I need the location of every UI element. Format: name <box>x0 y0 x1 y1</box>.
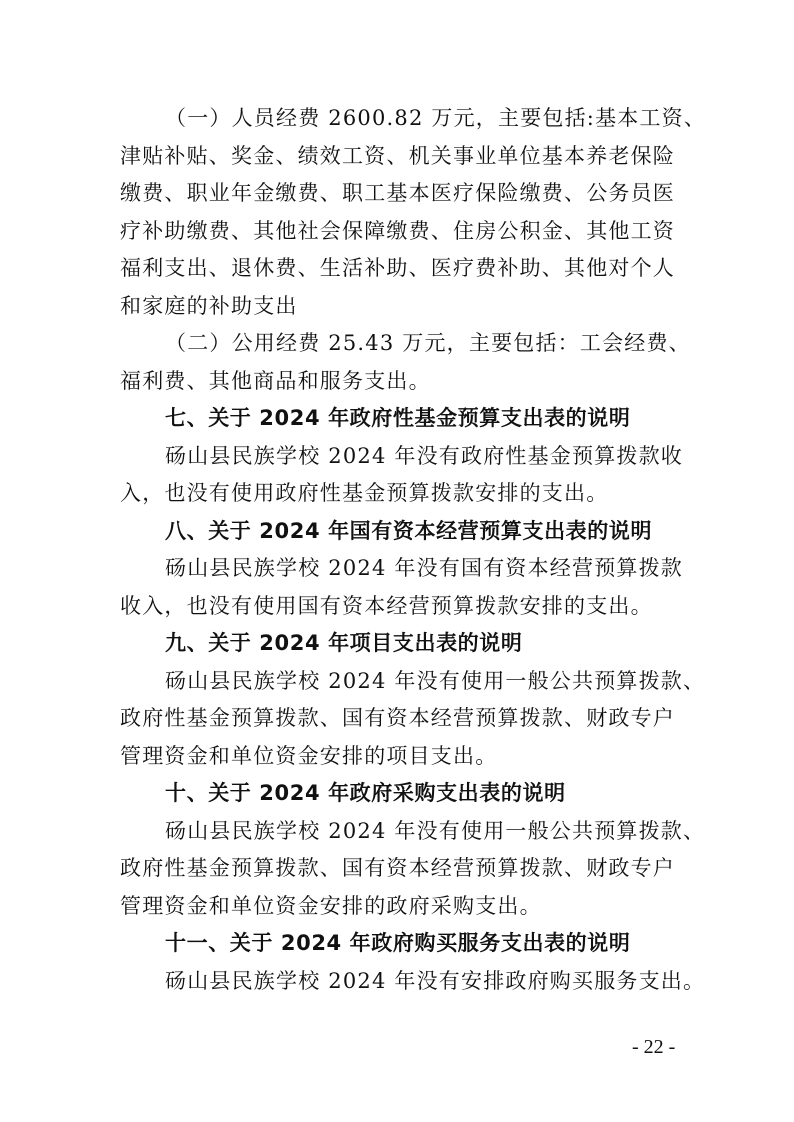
paragraph-public-line-2: 福利费、其他商品和服务支出。 <box>120 369 431 393</box>
paragraph-personnel-line-3: 缴费、职业年金缴费、职工基本医疗保险缴费、公务员医 <box>120 181 675 205</box>
section-9-line-2: 政府性基金预算拨款、国有资本经营预算拨款、财政专户 <box>120 706 675 730</box>
paragraph-personnel-line-5: 福利支出、退休费、生活补助、医疗费补助、其他对个人 <box>120 256 675 280</box>
section-10-line-3: 管理资金和单位资金安排的政府采购支出。 <box>120 894 542 918</box>
paragraph-personnel-line-2: 津贴补贴、奖金、绩效工资、机关事业单位基本养老保险 <box>120 144 675 168</box>
heading-section-11: 十一、关于 2024 年政府购买服务支出表的说明 <box>165 931 631 955</box>
section-10-line-1: 砀山县民族学校 2024 年没有使用一般公共预算拨款、 <box>165 819 706 843</box>
section-10-line-2: 政府性基金预算拨款、国有资本经营预算拨款、财政专户 <box>120 856 675 880</box>
heading-section-9: 九、关于 2024 年项目支出表的说明 <box>165 631 523 655</box>
section-7-line-1: 砀山县民族学校 2024 年没有政府性基金预算拨款收 <box>165 444 683 468</box>
section-9-line-3: 管理资金和单位资金安排的项目支出。 <box>120 744 498 768</box>
section-8-line-2: 收入，也没有使用国有资本经营预算拨款安排的支出。 <box>120 594 653 618</box>
heading-section-8: 八、关于 2024 年国有资本经营预算支出表的说明 <box>165 519 653 543</box>
paragraph-personnel-line-6: 和家庭的补助支出 <box>120 294 298 318</box>
paragraph-public-line-1: （二）公用经费 25.43 万元，主要包括：工会经费、 <box>165 331 691 355</box>
section-11-line-1: 砀山县民族学校 2024 年没有安排政府购买服务支出。 <box>165 969 706 993</box>
heading-section-7: 七、关于 2024 年政府性基金预算支出表的说明 <box>165 406 631 430</box>
paragraph-personnel-line-1: （一）人员经费 2600.82 万元，主要包括:基本工资、 <box>165 106 707 130</box>
page-number: - 22 - <box>632 1036 676 1058</box>
section-7-line-2: 入，也没有使用政府性基金预算拨款安排的支出。 <box>120 481 609 505</box>
section-8-line-1: 砀山县民族学校 2024 年没有国有资本经营预算拨款 <box>165 556 683 580</box>
heading-section-10: 十、关于 2024 年政府采购支出表的说明 <box>165 781 566 805</box>
section-9-line-1: 砀山县民族学校 2024 年没有使用一般公共预算拨款、 <box>165 669 706 693</box>
paragraph-personnel-line-4: 疗补助缴费、其他社会保障缴费、住房公积金、其他工资 <box>120 219 675 243</box>
